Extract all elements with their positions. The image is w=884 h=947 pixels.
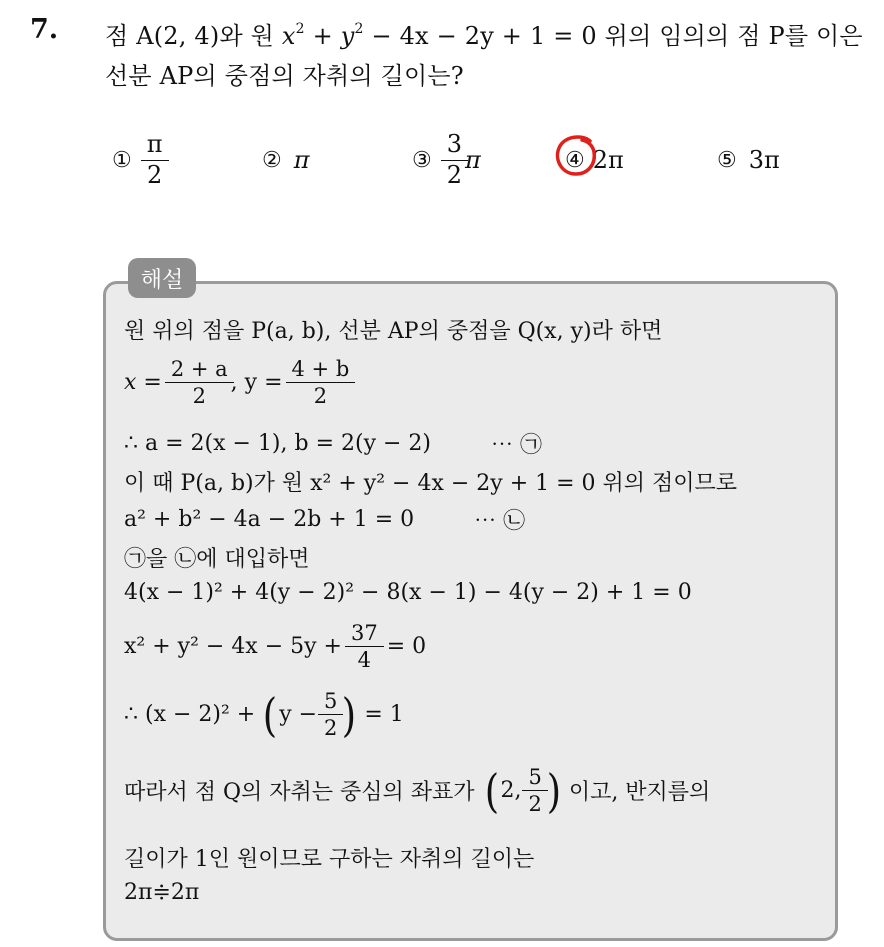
question-line-1-rest: − 4x − 2y + 1 = 0 위의 임의의 점 P를 이은 (363, 22, 863, 50)
fraction-2-denominator: 2 (318, 714, 343, 739)
solution-line-2 (124, 358, 352, 407)
choice-2-number: ② (262, 147, 282, 173)
choice-2-value: π (293, 146, 310, 174)
solution-line-10-post: 이고, 반지름의 (568, 780, 711, 806)
var-x: x (281, 22, 296, 50)
question-line-2: 선분 AP의 중점의 자취의 길이는? (105, 62, 464, 90)
solution-line-9-pre: ∴ (x − 2)² + (124, 702, 256, 728)
question-number: 7. (30, 14, 59, 45)
choice-4-number: ④ (565, 147, 585, 173)
solution-line-6: ㉠을 ㉡에 대입하면 (124, 547, 310, 572)
choice-1-denominator: 2 (141, 160, 169, 188)
solution-line-1: 원 위의 점을 P(a, b), 선분 AP의 중점을 Q(x, y)라 하면 (124, 319, 663, 344)
solution-line-10: 따라서 점 Q의 자취는 중심의 좌표가 ( 2, $\frac{5}{2}$ ) 이고, 반지름의 (124, 763, 711, 818)
fraction-37-numerator: 37 (351, 621, 378, 645)
solution-line-8-pre: x² + y² − 4x − 5y + (124, 634, 342, 660)
solution-line-2-x: x = (124, 370, 162, 396)
choice-5[interactable] (717, 125, 780, 195)
choice-5-number: ⑤ (717, 147, 737, 173)
marker-1: ⋯ ㉠ (491, 433, 543, 458)
solution-fraction-5-2 (321, 690, 340, 739)
solution-line-4: 이 때 P(a, b)가 원 x² + y² − 4x − 2y + 1 = 0 위의 점이므로 (124, 471, 738, 496)
center-y-denominator: 2 (522, 790, 547, 815)
solution-fraction-y (289, 358, 353, 407)
solution-line-7: 4(x − 1)² + 4(y − 2)² − 8(x − 1) − 4(y − 2) + 1 = 0 (124, 580, 692, 605)
solution-line-2-mid: , y = (230, 370, 283, 396)
fraction-y-numerator: 4 + b (291, 357, 350, 381)
choice-1-number: ① (112, 147, 132, 173)
solution-line-5 (124, 504, 525, 535)
solution-line-12: 2π≑2π (124, 880, 200, 905)
solution-line-8-post: = 0 (386, 634, 427, 660)
solution-line-8 (124, 622, 426, 671)
question-line-1: 점 A(2, 4)와 원 $x^2 + y^2 - 4x - 2y + 1 = 0$ 위의 임의의 점 P를 이은 (105, 21, 863, 50)
selected-answer-circle-icon (552, 132, 600, 180)
fraction-y-denominator: 2 (286, 382, 356, 407)
solution-fraction-center-y (525, 766, 544, 815)
solution-line-9-inner: y − (279, 702, 318, 728)
solution-fraction-37-4 (348, 622, 381, 671)
choice-1-numerator: π (146, 130, 163, 159)
solution-line-9-post: = 1 (364, 702, 404, 728)
question-line-1-pre: 점 A(2, 4)와 원 (105, 22, 282, 50)
solution-line-10-two: 2, (500, 778, 522, 804)
fraction-x-denominator: 2 (165, 382, 234, 407)
fraction-x-numerator: 2 + a (170, 357, 228, 381)
choice-2[interactable] (262, 125, 310, 195)
solution-badge: 해설 (128, 258, 196, 298)
center-y-numerator: 5 (528, 765, 542, 789)
solution-line-3 (124, 428, 542, 459)
solution-line-10-pre: 따라서 점 Q의 자취는 중심의 좌표가 (124, 780, 475, 806)
solution-line-11: 길이가 1인 원이므로 구하는 자취의 길이는 (124, 847, 535, 872)
choice-3-number: ③ (412, 147, 432, 173)
choice-3-suffix: π (465, 146, 481, 174)
choice-3-fraction (444, 132, 465, 187)
answer-choices (0, 125, 884, 195)
choice-1[interactable] (112, 125, 166, 195)
fraction-4-denominator: 4 (345, 646, 384, 671)
solution-line-3-text: ∴ a = 2(x − 1), b = 2(y − 2) (124, 431, 432, 456)
marker-2: ⋯ ㉡ (474, 509, 526, 534)
var-y: y (340, 22, 355, 50)
choice-4-value: 2π (592, 146, 624, 174)
solution-line-9: ∴ (x − 2)² + ( y − $\frac{5}{2}$ ) = 1 (124, 687, 404, 742)
solution-line-5-text: a² + b² − 4a − 2b + 1 = 0 (124, 507, 415, 532)
choice-3[interactable] (412, 125, 481, 195)
solution-fraction-x (168, 358, 231, 407)
choice-3-numerator: 3 (446, 130, 463, 159)
fraction-5-numerator: 5 (324, 689, 338, 713)
choice-5-value: 3π (748, 146, 780, 174)
choice-1-fraction (144, 132, 166, 187)
choice-3-denominator: 2 (441, 160, 468, 188)
